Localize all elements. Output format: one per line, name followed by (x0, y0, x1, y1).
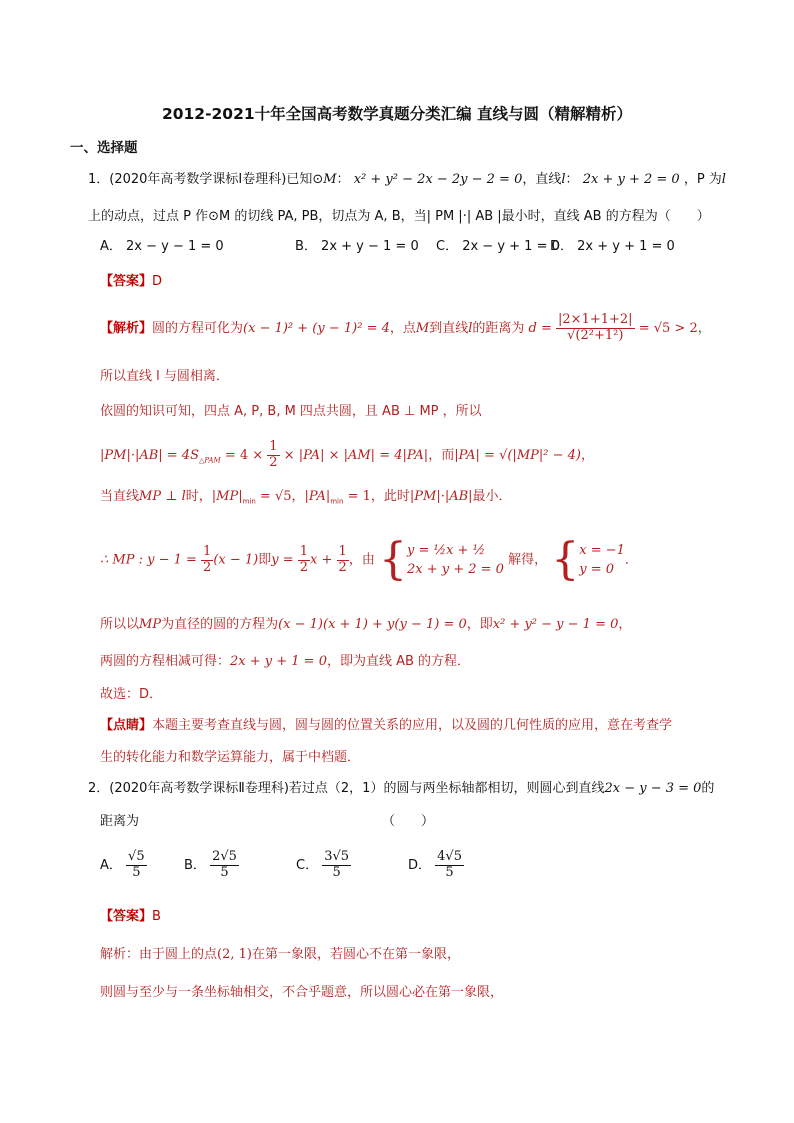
q1-source: 1．(2020年高考数学课标Ⅰ卷理科)已知⊙ (88, 172, 324, 187)
q1-option-c: C． 2x − y + 1 = 0 (436, 239, 560, 254)
q1-analysis-line1: 【解析】圆的方程可化为(x − 1)² + (y − 1)² = 4，点M到直线l的距离为 d = $\frac{|2\times 1+1+2|}{\text{√(2²+1²)}}$ = √5 > 2， (100, 312, 711, 343)
q2-analysis-line2: 则圆与至少与一条坐标轴相交，不合乎题意，所以圆心必在第一象限， (100, 985, 504, 1000)
q2-option-c: C． $\frac{3√5}{5}$ (296, 849, 350, 880)
q1-line-equation: 2x + y + 2 = 0 (582, 172, 680, 187)
equation-system-2: x = −1 y = 0 (579, 542, 625, 577)
left-brace-icon: { (551, 534, 580, 585)
q1-remark-line2: 生的转化能力和数学运算能力，属于中档题． (100, 750, 361, 765)
q1-analysis-line5: 当直线MP ⊥ l时，$|MP|_{min} = √5$，$|PA|_{min} = 1$，此时|PM|·|AB|最小． (100, 489, 512, 506)
q1-circle-equation: x² + y² − 2x − 2y − 2 = 0 (353, 172, 523, 187)
left-brace-icon: { (378, 534, 407, 585)
q1-option-d: D． 2x + y + 1 = 0 (550, 239, 675, 254)
q2-line-equation: 2x − y − 3 = 0 (604, 781, 702, 796)
q2-option-b: B． $\frac{2√5}{5}$ (184, 849, 237, 880)
q1-analysis-line8: 两圆的方程相减可得：2x + y + 1 = 0，即为直线 AB 的方程． (100, 654, 471, 669)
q2-option-a: A． $\frac{√5}{5}$ (100, 849, 145, 880)
equation-system-1: y = ½x + ½ 2x + y + 2 = 0 (406, 542, 504, 577)
distance-fraction: $\frac{|2\times 1+1+2|}{\text{√(2²+1²)}}$ (558, 312, 633, 343)
q1-analysis-line3: 依圆的知识可知，四点 A, P, B, M 四点共圆，且 AB ⊥ MP ，所以 (100, 404, 482, 419)
q1-option-b: B． 2x + y − 1 = 0 (295, 239, 419, 254)
q1-analysis-line6: ∴ MP : y − 1 = $\frac{1}{2}$ (x − 1)即y = $\frac{1}{2}$ x + $\frac{1}{2}$ ，由 { y = ½x + ½ 2x + y + 2 = 0 解得， { x = −1 y = 0 ． (100, 534, 638, 585)
q1-remark-line1: 【点睛】本题主要考查直线与圆，圆与圆的位置关系的应用，以及圆的几何性质的应用，意在考查学 (100, 718, 673, 733)
answer-tag: 【答案】 (100, 274, 153, 289)
q1-answer (100, 275, 162, 288)
q1-analysis-conclusion: 故选：D． (100, 687, 163, 702)
q1-stem-line1: 1．(2020年高考数学课标Ⅰ卷理科)已知⊙M： x² + y² − 2x − 2y − 2 = 0，直线l： 2x + y + 2 = 0 ，P 为l (88, 172, 726, 187)
q2-stem-line2: 距离为 （ ） (100, 814, 435, 829)
document-title: 2012-2021十年全国高考数学真题分类汇编 直线与圆（精解精析） (161, 105, 633, 123)
q1-stem-line2: 上的动点，过点 P 作⊙M 的切线 PA, PB，切点为 A, B，当| PM |·| AB |最小时，直线 AB 的方程为（ ） (88, 209, 710, 224)
answer-value: D (152, 274, 163, 289)
answer-blank: （ ） (382, 814, 435, 829)
answer-value: B (152, 909, 161, 924)
q2-source: 2．(2020年高考数学课标Ⅱ卷理科)若过点（2，1）的圆与两坐标轴都相切，则圆心到直线 (88, 781, 605, 796)
q1-circle-name: M (323, 172, 337, 187)
q2-option-d: D． $\frac{4√5}{5}$ (408, 849, 462, 880)
q2-analysis-line1: 解析：由于圆上的点(2, 1)在第一象限，若圆心不在第一象限， (100, 947, 460, 962)
analysis-tag: 【解析】 (100, 320, 153, 336)
q2-stem-line1: 2．(2020年高考数学课标Ⅱ卷理科)若过点（2，1）的圆与两坐标轴都相切，则圆心到直线2x − y − 3 = 0的 (88, 781, 715, 796)
section-heading: 一、选择题 (70, 140, 138, 156)
q1-analysis-line7: 所以以MP为直径的圆的方程为(x − 1)(x + 1) + y(y − 1) = 0，即x² + y² − y − 1 = 0， (100, 617, 632, 632)
q1-analysis-line2: 所以直线 l 与圆相离． (100, 369, 229, 384)
q1-option-a: A． 2x − y − 1 = 0 (100, 239, 224, 254)
remark-tag: 【点睛】 (100, 718, 153, 733)
answer-tag: 【答案】 (100, 909, 153, 924)
q1-analysis-line4: $|PM|\cdot|AB| = 4S_{\triangle PAM} = 4$ × $\frac{1}{2}$ × |PA| × |AM| = 4|PA|，而|PA| = √(|MP|² − 4)， (100, 439, 594, 470)
q2-answer (100, 910, 161, 923)
